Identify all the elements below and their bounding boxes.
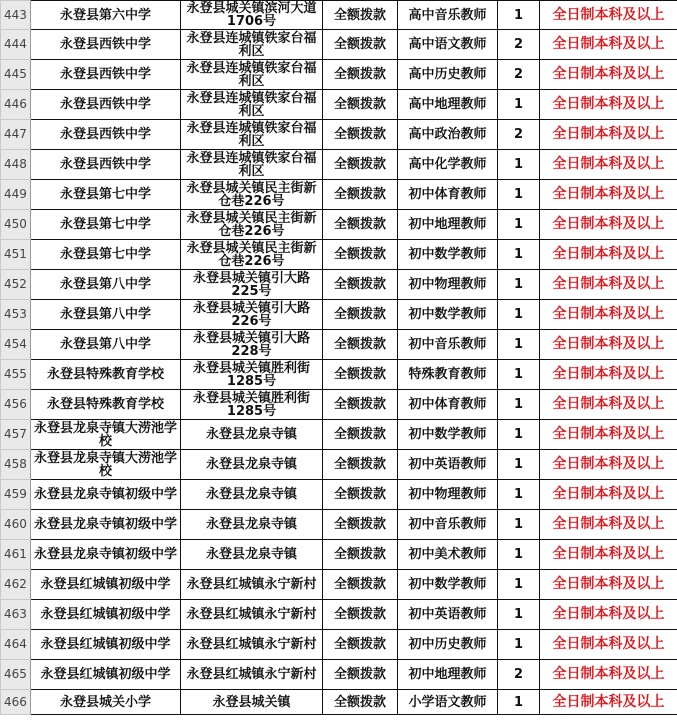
table-row: [1, 510, 677, 540]
row-number[interactable]: 451: [1, 240, 31, 270]
table-row: [1, 330, 677, 360]
education-requirement-cell[interactable]: 全日制本科及以上: [540, 300, 677, 330]
school-name-cell[interactable]: 永登县第八中学: [31, 300, 181, 330]
row-number[interactable]: 461: [1, 540, 31, 570]
funding-type-cell[interactable]: 全额拨款: [323, 180, 398, 210]
table-row: [1, 30, 677, 60]
row-number[interactable]: 466: [1, 690, 31, 715]
table-row: [1, 300, 677, 330]
funding-type-cell[interactable]: 全额拨款: [323, 1, 398, 30]
hiring-count-cell[interactable]: 1: [498, 450, 540, 480]
funding-type-cell[interactable]: 全额拨款: [323, 600, 398, 630]
row-number[interactable]: 448: [1, 150, 31, 180]
address-cell[interactable]: 永登县城关镇引大路226号: [181, 300, 323, 330]
table-row: [1, 150, 677, 180]
hiring-count-cell[interactable]: 1: [498, 690, 540, 715]
row-number[interactable]: 458: [1, 450, 31, 480]
funding-type-cell[interactable]: 全额拨款: [323, 270, 398, 300]
education-requirement-cell[interactable]: 全日制本科及以上: [540, 60, 677, 90]
school-name-cell[interactable]: 永登县西铁中学: [31, 150, 181, 180]
hiring-count-cell[interactable]: 1: [498, 150, 540, 180]
table-row: [1, 120, 677, 150]
position-cell[interactable]: 初中数学教师: [398, 420, 498, 450]
education-requirement-cell[interactable]: 全日制本科及以上: [540, 150, 677, 180]
position-cell[interactable]: 高中化学教师: [398, 150, 498, 180]
hiring-count-cell[interactable]: 2: [498, 60, 540, 90]
funding-type-cell[interactable]: 全额拨款: [323, 690, 398, 715]
position-cell[interactable]: 高中语文教师: [398, 30, 498, 60]
position-cell[interactable]: 初中英语教师: [398, 600, 498, 630]
funding-type-cell[interactable]: 全额拨款: [323, 510, 398, 540]
hiring-count-cell[interactable]: 1: [498, 300, 540, 330]
position-cell[interactable]: 初中物理教师: [398, 480, 498, 510]
position-cell[interactable]: 初中音乐教师: [398, 510, 498, 540]
table-row: [1, 60, 677, 90]
hiring-count-cell[interactable]: 2: [498, 660, 540, 690]
address-cell[interactable]: 永登县红城镇永宁新村: [181, 600, 323, 630]
table-row: [1, 570, 677, 600]
funding-type-cell[interactable]: 全额拨款: [323, 360, 398, 390]
school-name-cell[interactable]: 永登县红城镇初级中学: [31, 630, 181, 660]
funding-type-cell[interactable]: 全额拨款: [323, 660, 398, 690]
education-requirement-cell[interactable]: 全日制本科及以上: [540, 210, 677, 240]
position-cell[interactable]: 初中物理教师: [398, 270, 498, 300]
hiring-count-cell[interactable]: 1: [498, 510, 540, 540]
address-cell[interactable]: 永登县连城镇铁家台福利区: [181, 90, 323, 120]
funding-type-cell[interactable]: 全额拨款: [323, 570, 398, 600]
funding-type-cell[interactable]: 全额拨款: [323, 150, 398, 180]
hiring-count-cell[interactable]: 1: [498, 1, 540, 30]
funding-type-cell[interactable]: 全额拨款: [323, 450, 398, 480]
address-cell[interactable]: 永登县城关镇民主街新仓巷226号: [181, 210, 323, 240]
funding-type-cell[interactable]: 全额拨款: [323, 390, 398, 420]
row-number[interactable]: 449: [1, 180, 31, 210]
row-number[interactable]: 463: [1, 600, 31, 630]
address-cell[interactable]: 永登县城关镇引大路225号: [181, 270, 323, 300]
position-cell[interactable]: 高中历史教师: [398, 60, 498, 90]
row-number[interactable]: 455: [1, 360, 31, 390]
table-row: [1, 210, 677, 240]
school-name-cell[interactable]: 永登县西铁中学: [31, 120, 181, 150]
address-cell[interactable]: 永登县连城镇铁家台福利区: [181, 30, 323, 60]
address-cell[interactable]: 永登县城关镇引大路228号: [181, 330, 323, 360]
hiring-count-cell[interactable]: 2: [498, 120, 540, 150]
school-name-cell[interactable]: 永登县西铁中学: [31, 60, 181, 90]
school-name-cell[interactable]: 永登县第六中学: [31, 1, 181, 30]
table-row: [1, 630, 677, 660]
school-name-cell[interactable]: 永登县第八中学: [31, 270, 181, 300]
funding-type-cell[interactable]: 全额拨款: [323, 90, 398, 120]
education-requirement-cell[interactable]: 全日制本科及以上: [540, 570, 677, 600]
row-number[interactable]: 444: [1, 30, 31, 60]
hiring-count-cell[interactable]: 1: [498, 360, 540, 390]
education-requirement-cell[interactable]: 全日制本科及以上: [540, 30, 677, 60]
school-name-cell[interactable]: 永登县红城镇初级中学: [31, 660, 181, 690]
row-number[interactable]: 443: [1, 1, 31, 30]
school-name-cell[interactable]: 永登县红城镇初级中学: [31, 570, 181, 600]
hiring-count-cell[interactable]: 1: [498, 210, 540, 240]
table-row: [1, 360, 677, 390]
row-number[interactable]: 446: [1, 90, 31, 120]
education-requirement-cell[interactable]: 全日制本科及以上: [540, 480, 677, 510]
table-row: [1, 1, 677, 30]
education-requirement-cell[interactable]: 全日制本科及以上: [540, 420, 677, 450]
address-cell[interactable]: 永登县连城镇铁家台福利区: [181, 150, 323, 180]
address-cell[interactable]: 永登县红城镇永宁新村: [181, 660, 323, 690]
address-cell[interactable]: 永登县城关镇民主街新仓巷226号: [181, 180, 323, 210]
position-cell[interactable]: 初中历史教师: [398, 630, 498, 660]
address-cell[interactable]: 永登县城关镇民主街新仓巷226号: [181, 240, 323, 270]
education-requirement-cell[interactable]: 全日制本科及以上: [540, 690, 677, 715]
school-name-cell[interactable]: 永登县第七中学: [31, 180, 181, 210]
row-number[interactable]: 456: [1, 390, 31, 420]
address-cell[interactable]: 永登县龙泉寺镇: [181, 540, 323, 570]
address-cell[interactable]: 永登县龙泉寺镇: [181, 480, 323, 510]
education-requirement-cell[interactable]: 全日制本科及以上: [540, 450, 677, 480]
education-requirement-cell[interactable]: 全日制本科及以上: [540, 240, 677, 270]
position-cell[interactable]: 高中音乐教师: [398, 1, 498, 30]
school-name-cell[interactable]: 永登县红城镇初级中学: [31, 600, 181, 630]
row-number[interactable]: 459: [1, 480, 31, 510]
education-requirement-cell[interactable]: 全日制本科及以上: [540, 390, 677, 420]
education-requirement-cell[interactable]: 全日制本科及以上: [540, 600, 677, 630]
row-number[interactable]: 447: [1, 120, 31, 150]
position-cell[interactable]: 初中体育教师: [398, 180, 498, 210]
row-number[interactable]: 450: [1, 210, 31, 240]
funding-type-cell[interactable]: 全额拨款: [323, 30, 398, 60]
position-cell[interactable]: 高中政治教师: [398, 120, 498, 150]
education-requirement-cell[interactable]: 全日制本科及以上: [540, 330, 677, 360]
education-requirement-cell[interactable]: 全日制本科及以上: [540, 540, 677, 570]
school-name-cell[interactable]: 永登县特殊教育学校: [31, 360, 181, 390]
address-cell[interactable]: 永登县红城镇永宁新村: [181, 570, 323, 600]
address-cell[interactable]: 永登县城关镇: [181, 690, 323, 715]
hiring-count-cell[interactable]: 1: [498, 630, 540, 660]
education-requirement-cell[interactable]: 全日制本科及以上: [540, 1, 677, 30]
school-name-cell[interactable]: 永登县第七中学: [31, 210, 181, 240]
position-cell[interactable]: 初中地理教师: [398, 210, 498, 240]
hiring-count-cell[interactable]: 1: [498, 390, 540, 420]
table-row: [1, 90, 677, 120]
funding-type-cell[interactable]: 全额拨款: [323, 300, 398, 330]
table-row: [1, 480, 677, 510]
hiring-count-cell[interactable]: 1: [498, 600, 540, 630]
position-cell[interactable]: 初中音乐教师: [398, 330, 498, 360]
table-row: [1, 540, 677, 570]
row-number[interactable]: 452: [1, 270, 31, 300]
table-row: [1, 180, 677, 210]
hiring-count-cell[interactable]: 1: [498, 240, 540, 270]
hiring-count-cell[interactable]: 1: [498, 480, 540, 510]
hiring-count-cell[interactable]: 1: [498, 420, 540, 450]
row-number[interactable]: 454: [1, 330, 31, 360]
school-name-cell[interactable]: 永登县西铁中学: [31, 30, 181, 60]
position-cell[interactable]: 小学语文教师: [398, 690, 498, 715]
school-name-cell[interactable]: 永登县城关小学: [31, 690, 181, 715]
address-cell[interactable]: 永登县连城镇铁家台福利区: [181, 60, 323, 90]
education-requirement-cell[interactable]: 全日制本科及以上: [540, 360, 677, 390]
school-name-cell[interactable]: 永登县龙泉寺镇初级中学: [31, 540, 181, 570]
school-name-cell[interactable]: 永登县龙泉寺镇初级中学: [31, 510, 181, 540]
table-body: [1, 1, 677, 715]
funding-type-cell[interactable]: 全额拨款: [323, 330, 398, 360]
table-row: [1, 600, 677, 630]
table-row: [1, 390, 677, 420]
hiring-count-cell[interactable]: 1: [498, 570, 540, 600]
address-cell[interactable]: 永登县城关镇胜利街1285号: [181, 390, 323, 420]
table-row: [1, 450, 677, 480]
position-cell[interactable]: 特殊教育教师: [398, 360, 498, 390]
row-number[interactable]: 460: [1, 510, 31, 540]
address-cell[interactable]: 永登县龙泉寺镇: [181, 450, 323, 480]
address-cell[interactable]: 永登县龙泉寺镇: [181, 420, 323, 450]
table-row: [1, 690, 677, 715]
school-name-cell[interactable]: 永登县第七中学: [31, 240, 181, 270]
funding-type-cell[interactable]: 全额拨款: [323, 210, 398, 240]
hiring-count-cell[interactable]: 1: [498, 180, 540, 210]
row-number[interactable]: 465: [1, 660, 31, 690]
education-requirement-cell[interactable]: 全日制本科及以上: [540, 510, 677, 540]
position-cell[interactable]: 初中数学教师: [398, 300, 498, 330]
funding-type-cell[interactable]: 全额拨款: [323, 240, 398, 270]
table-row: [1, 420, 677, 450]
hiring-count-cell[interactable]: 1: [498, 540, 540, 570]
position-cell[interactable]: 初中英语教师: [398, 450, 498, 480]
row-number[interactable]: 457: [1, 420, 31, 450]
funding-type-cell[interactable]: 全额拨款: [323, 630, 398, 660]
address-cell[interactable]: 永登县城关镇胜利街1285号: [181, 360, 323, 390]
school-name-cell[interactable]: 永登县特殊教育学校: [31, 390, 181, 420]
education-requirement-cell[interactable]: 全日制本科及以上: [540, 120, 677, 150]
row-number[interactable]: 445: [1, 60, 31, 90]
school-name-cell[interactable]: 永登县龙泉寺镇初级中学: [31, 480, 181, 510]
school-name-cell[interactable]: 永登县西铁中学: [31, 90, 181, 120]
position-cell[interactable]: 高中地理教师: [398, 90, 498, 120]
row-number[interactable]: 453: [1, 300, 31, 330]
education-requirement-cell[interactable]: 全日制本科及以上: [540, 660, 677, 690]
address-cell[interactable]: 永登县城关镇滨河大道1706号: [181, 1, 323, 30]
school-name-cell[interactable]: 永登县龙泉寺镇大涝池学校: [31, 420, 181, 450]
funding-type-cell[interactable]: 全额拨款: [323, 120, 398, 150]
education-requirement-cell[interactable]: 全日制本科及以上: [540, 90, 677, 120]
address-cell[interactable]: 永登县连城镇铁家台福利区: [181, 120, 323, 150]
row-number[interactable]: 464: [1, 630, 31, 660]
funding-type-cell[interactable]: 全额拨款: [323, 420, 398, 450]
address-cell[interactable]: 永登县红城镇永宁新村: [181, 630, 323, 660]
education-requirement-cell[interactable]: 全日制本科及以上: [540, 180, 677, 210]
education-requirement-cell[interactable]: 全日制本科及以上: [540, 270, 677, 300]
table-row: [1, 660, 677, 690]
education-requirement-cell[interactable]: 全日制本科及以上: [540, 630, 677, 660]
funding-type-cell[interactable]: 全额拨款: [323, 540, 398, 570]
position-cell[interactable]: 初中数学教师: [398, 570, 498, 600]
table-row: [1, 240, 677, 270]
hiring-count-cell[interactable]: 1: [498, 270, 540, 300]
position-cell[interactable]: 初中美术教师: [398, 540, 498, 570]
school-name-cell[interactable]: 永登县龙泉寺镇大涝池学校: [31, 450, 181, 480]
row-number[interactable]: 462: [1, 570, 31, 600]
funding-type-cell[interactable]: 全额拨款: [323, 60, 398, 90]
hiring-count-cell[interactable]: 1: [498, 330, 540, 360]
address-cell[interactable]: 永登县龙泉寺镇: [181, 510, 323, 540]
position-cell[interactable]: 初中体育教师: [398, 390, 498, 420]
hiring-count-cell[interactable]: 2: [498, 30, 540, 60]
hiring-count-cell[interactable]: 1: [498, 90, 540, 120]
position-cell[interactable]: 初中数学教师: [398, 240, 498, 270]
school-name-cell[interactable]: 永登县第八中学: [31, 330, 181, 360]
funding-type-cell[interactable]: 全额拨款: [323, 480, 398, 510]
table-row: [1, 270, 677, 300]
position-cell[interactable]: 初中地理教师: [398, 660, 498, 690]
